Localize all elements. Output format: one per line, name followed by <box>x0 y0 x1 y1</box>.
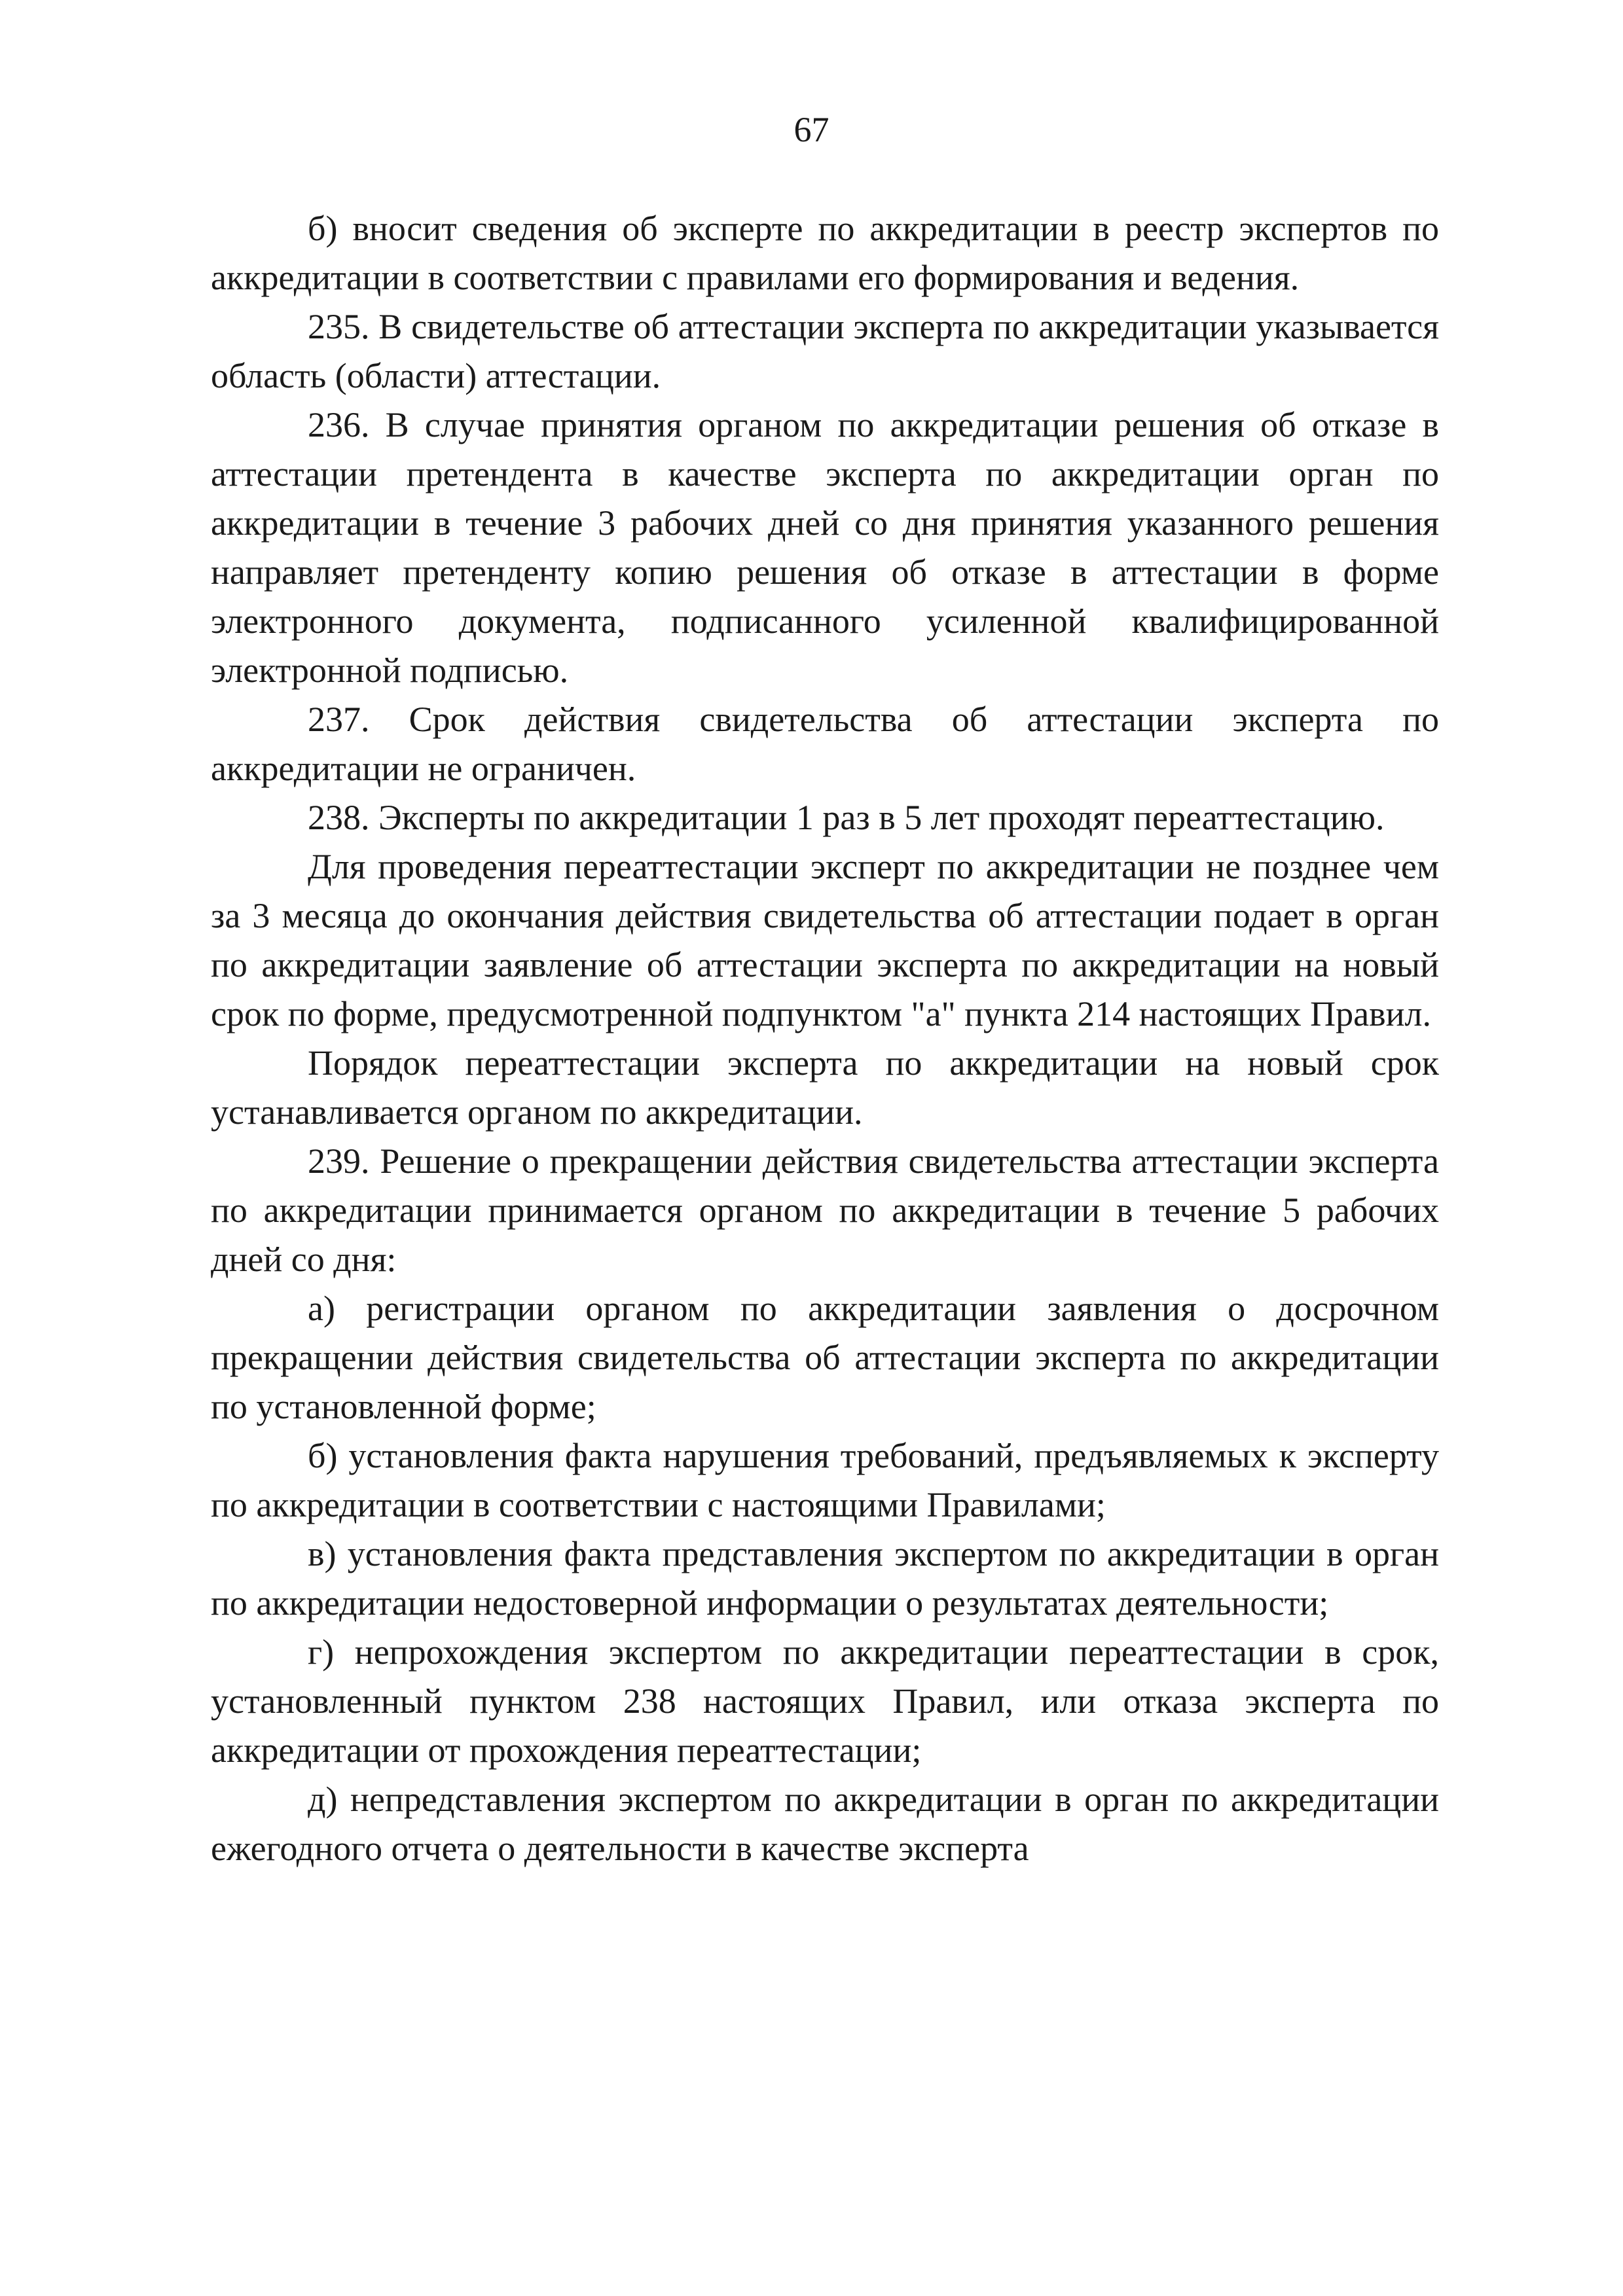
document-body <box>211 204 1439 1873</box>
paragraph-236: 236. В случае принятия органом по аккредитации решения об отказе в аттестации претендента в качестве эксперта по аккредитации орган по аккредитации в течение 3 рабочих дней со дня принятия указанного решения направляет претенденту копию решения об отказе в аттестации в форме электронного документа, подписанного усиленной квалифицированной электронной подписью. <box>211 405 1439 690</box>
paragraph-b-registry: б) вносит сведения об эксперте по аккредитации в реестр экспертов по аккредитации в соответствии с правилами его формирования и ведения. <box>211 209 1439 297</box>
paragraph-239-d: д) непредставления экспертом по аккредитации в орган по аккредитации ежегодного отчета о деятельности в качестве эксперта <box>211 1780 1439 1868</box>
paragraph-reattestation-order: Порядок переаттестации эксперта по аккредитации на новый срок устанавливается органом по аккредитации. <box>211 1043 1439 1132</box>
paragraph-239-b: б) установления факта нарушения требований, предъявляемых к эксперту по аккредитации в соответствии с настоящими Правилами; <box>211 1436 1439 1524</box>
paragraph-reattestation-procedure: Для проведения переаттестации эксперт по аккредитации не позднее чем за 3 месяца до окончания действия свидетельства об аттестации подает в орган по аккредитации заявление об аттестации эксперта по аккредитации на новый срок по форме, предусмотренной подпунктом "а" пункта 214 настоящих Правил. <box>211 847 1439 1033</box>
paragraph-239-g: г) непрохождения экспертом по аккредитации переаттестации в срок, установленный пунктом 238 настоящих Правил, или отказа эксперта по аккредитации от прохождения переаттестации; <box>211 1632 1439 1770</box>
paragraph-239-a: а) регистрации органом по аккредитации заявления о досрочном прекращении действия свидетельства об аттестации эксперта по аккредитации по установленной форме; <box>211 1289 1439 1426</box>
page-number: 67 <box>793 110 830 149</box>
paragraph-235: 235. В свидетельстве об аттестации эксперта по аккредитации указывается область (области) аттестации. <box>211 307 1439 395</box>
paragraph-239-v: в) установления факта представления экспертом по аккредитации в орган по аккредитации недостоверной информации о результатах деятельности; <box>211 1534 1439 1623</box>
paragraph-238: 238. Эксперты по аккредитации 1 раз в 5 лет проходят переаттестацию. <box>308 798 1385 837</box>
paragraph-239: 239. Решение о прекращении действия свидетельства аттестации эксперта по аккредитации принимается органом по аккредитации в течение 5 рабочих дней со дня: <box>211 1141 1439 1279</box>
paragraph-237: 237. Срок действия свидетельства об аттестации эксперта по аккредитации не ограничен. <box>211 700 1439 788</box>
